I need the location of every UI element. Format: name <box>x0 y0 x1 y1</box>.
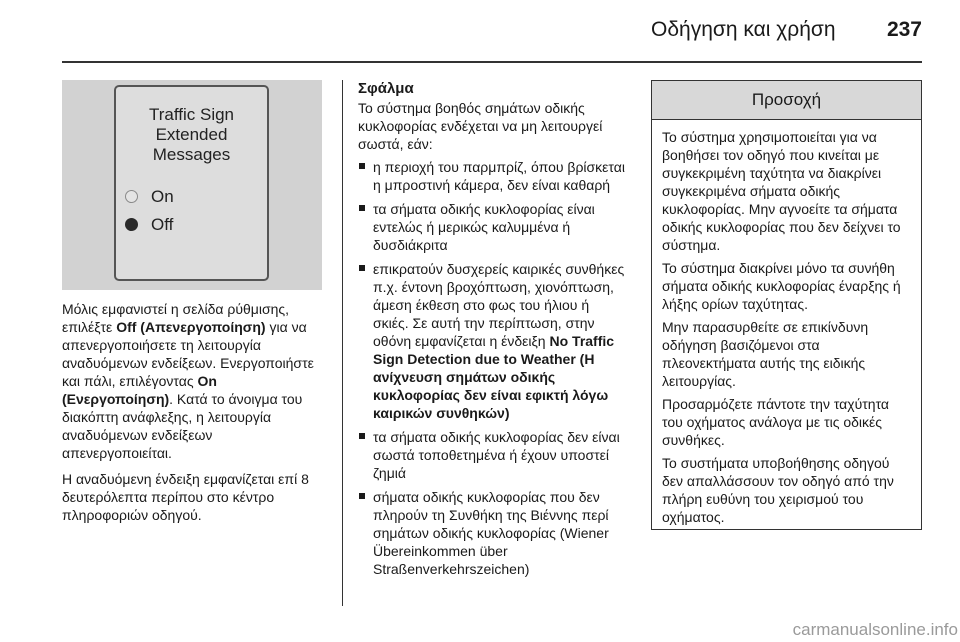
fault-section <box>358 79 626 584</box>
list-item <box>358 428 626 482</box>
caution-paragraph: Το συστήματα υποβοήθησης οδηγού δεν απαλλάσσουν τον οδηγό από την πλήρη ευθύνη του χειρισμού του οχήματος. <box>662 455 894 525</box>
bullet-icon <box>359 433 365 439</box>
list-item <box>358 488 626 578</box>
watermark: carmanualsonline.info <box>792 620 958 639</box>
list-item <box>358 260 626 422</box>
caution-box <box>651 80 922 530</box>
settings-screen-illustration <box>62 80 322 290</box>
condition-list <box>358 158 626 578</box>
radio-selected-icon <box>125 218 138 231</box>
caution-paragraph: Το σύστημα χρησιμοποιείται για να βοηθήσει τον οδηγό που κινείται με συγκεκριμένη ταχύτητα να διακρίνει συγκεκριμένα σήματα οδικής κυκλοφορίας. Μην αγνοείτε τα σήματα οδικής κυκλοφορίας που δεν δείχνει το σύστημα. <box>662 129 901 253</box>
list-item-text: η περιοχή του παρμπρίζ, όπου βρίσκεται η μπροστινή κάμερα, δεν είναι καθαρή <box>373 159 625 193</box>
bullet-icon <box>359 265 365 271</box>
screen-heading-line: Traffic Sign <box>148 105 235 124</box>
screen-heading-line: Messages <box>152 145 231 164</box>
caution-title: Προσοχή <box>652 81 921 120</box>
caution-paragraph: Το σύστημα διακρίνει μόνο τα συνήθη σήματα οδικής κυκλοφορίας έναρξης ή λήξης ορίων ταχύτητας. <box>662 260 901 312</box>
display-message: No Traffic Sign Detection due to Weather (Η ανίχνευση σημάτων οδικής κυκλοφορίας δεν είναι εφικτή λόγω καιρικών συνθηκών) <box>373 333 615 421</box>
bullet-icon <box>359 493 365 499</box>
column-divider <box>342 80 343 606</box>
option-name-on: On (Ενεργοποίηση) <box>62 373 217 407</box>
caution-body <box>652 120 921 526</box>
bullet-icon <box>359 205 365 211</box>
radio-unselected-icon <box>125 190 138 203</box>
screen-heading-line: Extended <box>155 125 228 144</box>
header-divider <box>62 61 922 63</box>
bullet-icon <box>359 163 365 169</box>
caution-paragraph: Προσαρμόζετε πάντοτε την ταχύτητα του οχήματος ανάλογα με τις οδικές συνθήκες. <box>662 396 890 448</box>
text-run: για να απενεργοποιήσετε τη λειτουργία αναδυόμενων ενδείξεων. Ενεργοποιήστε και πάλι, επιλέγοντας <box>62 319 314 389</box>
screen-heading <box>116 105 267 165</box>
paragraph: Η αναδυόμενη ένδειξη εμφανίζεται επί 8 δευτερόλεπτα περίπου στο κέντρο πληροφοριών οδηγού. <box>62 471 309 523</box>
text-run: . Κατά το άνοιγμα του διακόπτη ανάφλεξης, η λειτουργία αναδυόμενων ενδείξεων απενεργοποιείται. <box>62 391 303 461</box>
list-item-text: τα σήματα οδικής κυκλοφορίας είναι εντελώς ή μερικώς καλυμμένα ή δυσδιάκριτα <box>373 201 595 253</box>
option-label: On <box>151 187 174 206</box>
option-name-off: Off (Απενεργοποίηση) <box>116 319 266 335</box>
list-item <box>358 158 626 194</box>
text-run: Μόλις εμφανιστεί η σελίδα ρύθμισης, επιλέξτε <box>62 301 290 335</box>
option-label: Off <box>151 215 174 234</box>
left-column-text <box>62 300 324 532</box>
section-title: Σφάλμα <box>358 80 414 97</box>
list-item-text: σήματα οδικής κυκλοφορίας που δεν πληρούν τη Συνθήκη της Βιέννης περί σημάτων οδικής κυκλοφορίας (Wiener Übereinkommen über Straßenverkehrszeichen) <box>373 489 609 577</box>
page-number: 237 <box>886 18 922 41</box>
list-item-text: επικρατούν δυσχερείς καιρικές συνθήκες π.χ. έντονη βροχόπτωση, χιονόπτωση, άμεση έκθεση στο φως του ήλιου ή σκιές. Σε αυτή την περίπτωση, στην οθόνη εμφανίζεται η ένδειξη <box>373 261 625 349</box>
caution-paragraph: Μην παρασυρθείτε σε επικίνδυνη οδήγηση βασιζόμενοι στα πλεονεκτήματα αυτής της ειδικής λειτουργίας. <box>662 319 869 389</box>
running-header-title: Οδήγηση και χρήση <box>651 18 836 41</box>
paragraph <box>62 300 324 462</box>
intro-paragraph: Το σύστημα βοηθός σημάτων οδικής κυκλοφορίας ενδέχεται να μη λειτουργεί σωστά, εάν: <box>358 100 603 152</box>
list-item <box>358 200 626 254</box>
list-item-text: τα σήματα οδικής κυκλοφορίας δεν είναι σωστά τοποθετημένα ή έχουν υποστεί ζημιά <box>373 429 620 481</box>
display-screen <box>114 85 269 281</box>
